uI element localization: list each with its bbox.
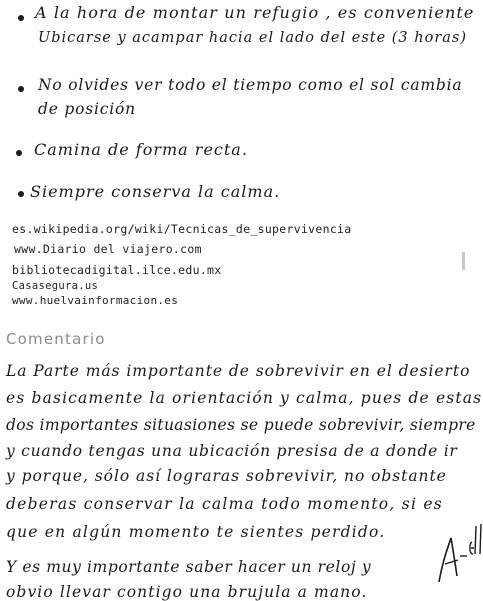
bullet-4-line-1: Siempre conserva la calma. (30, 182, 281, 201)
source-link: bibliotecadigital.ilce.edu.mx (12, 263, 222, 277)
comment-line: obvio llevar contigo una brujula a mano. (6, 583, 368, 601)
comment-line: y porque, sólo así lograras sobrevivir, no obstante (6, 467, 447, 485)
bullet-dot (18, 191, 24, 197)
source-link: Casasegura.us (12, 280, 99, 292)
bullet-1-line-2: Ubicarse y acampar hacia el lado del este (3 horas) (38, 30, 468, 46)
source-link: es.wikipedia.org/wiki/Tecnicas_de_supervivencia (12, 222, 352, 236)
comment-line: es basicamente la orientación y calma, pues de estas (6, 389, 483, 407)
bullet-2-line-1: No olvides ver todo el tiempo como el sol cambia (38, 76, 463, 94)
comment-line: La Parte más importante de sobrevivir en el desierto (6, 362, 471, 380)
bullet-dot (18, 86, 24, 92)
comment-line: que en algún momento te sientes perdido. (6, 523, 386, 541)
bullet-dot (16, 150, 22, 156)
comment-line: dos importantes situasiones se puede sobrevivir, siempre (6, 416, 476, 434)
source-link: www.Diario del viajero.com (14, 242, 202, 256)
handwritten-signature (425, 520, 483, 590)
bullet-dot (18, 15, 24, 21)
comment-line: y cuando tengas una ubicación presisa de a donde ir (6, 442, 458, 460)
bullet-1-line-1: A la hora de montar un refugio , es conveniente (35, 3, 475, 22)
source-link: www.huelvainformacion.es (12, 294, 179, 307)
pencil-mark (462, 252, 465, 270)
comment-heading: Comentario (6, 330, 106, 348)
bullet-2-line-2: de posición (38, 100, 136, 118)
bullet-3-line-1: Camina de forma recta. (34, 140, 248, 159)
comment-line: deberas conservar la calma todo momento, si es (6, 495, 443, 513)
comment-line: Y es muy importante saber hacer un reloj y (6, 558, 372, 576)
